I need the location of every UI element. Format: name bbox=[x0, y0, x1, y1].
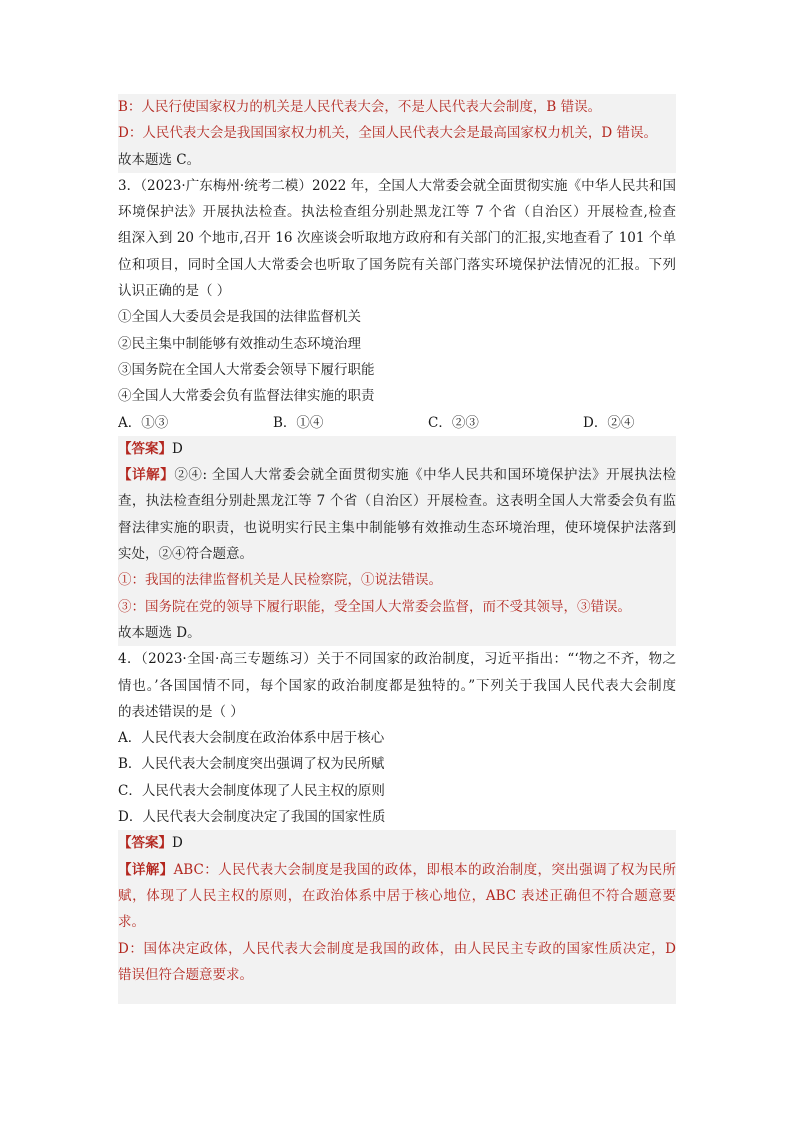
q3-detail-line-4: 实处，②④符合题意。 bbox=[118, 541, 676, 567]
q3-stem-line-1: 3．（2023·广东梅州·统考二模）2022 年，全国人大常委会就全面贯彻实施《中华人民共和国 bbox=[118, 177, 676, 194]
q3-detail-line-3: 督法律实施的职责，也说明实行民主集中制能够有效推动生态环境治理，使环境保护法落到 bbox=[118, 515, 676, 541]
q4-detail-label: 【详解】 bbox=[118, 861, 174, 878]
q3-option-b: B．①④ bbox=[273, 414, 324, 431]
q4-option-a: A．人民代表大会制度在政治体系中居于核心 bbox=[118, 730, 385, 747]
q3-statement-4: ④全国人大常委会负有监督法律实施的职责 bbox=[118, 388, 375, 405]
q3-statement-3: ③国务院在全国人大常委会领导下履行职能 bbox=[118, 361, 375, 378]
q3-answer bbox=[118, 436, 676, 462]
q3-statement-2: ②民主集中制能够有效推动生态环境治理 bbox=[118, 335, 361, 352]
q4-stem-line-3: 的表述错误的是（ ） bbox=[118, 703, 244, 720]
q3-detail-line-1 bbox=[118, 462, 676, 488]
q3-stem-line-4: 位和项目，同时全国人大常委会也听取了国务院有关部门落实环境保护法情况的汇报。下列 bbox=[118, 256, 676, 273]
q3-statement-1: ①全国人大委员会是我国的法律监督机关 bbox=[118, 309, 361, 326]
q3-answer-value: D bbox=[172, 440, 183, 457]
q3-stem-line-5: 认识正确的是（ ） bbox=[118, 283, 231, 300]
q2-option-d-analysis: D：人民代表大会是我国国家权力机关，全国人民代表大会是最高国家权力机关，D 错误。 bbox=[118, 120, 676, 146]
q3-option-c: C．②③ bbox=[428, 414, 479, 431]
q4-detail-text-1: ABC：人民代表大会制度是我国的政体，即根本的政治制度，突出强调了权为民所 bbox=[173, 861, 676, 878]
q4-detail-line-2: 赋，体现了人民主权的原则，在政治体系中居于核心地位，ABC 表述正确但不符合题意要 bbox=[118, 883, 676, 909]
q4-option-d: D．人民代表大会制度决定了我国的国家性质 bbox=[118, 809, 386, 826]
q4-stem-line-1: 4．（2023·全国·高三专题练习）关于不同国家的政治制度，习近平指出：“‘物之不齐，物之 bbox=[118, 651, 676, 668]
q3-detail-text-1: ②④: 全国人大常委会就全面贯彻实施《中华人民共和国环境保护法》开展执法检 bbox=[174, 467, 676, 484]
q4-detail-line-4: D：国体决定政体，人民代表大会制度是我国的政体，由人民民主专政的国家性质决定，D bbox=[118, 936, 676, 962]
q3-option-a: A．①③ bbox=[118, 414, 169, 431]
q4-option-c: C．人民代表大会制度体现了人民主权的原则 bbox=[118, 782, 385, 799]
q3-stem-line-3: 组深入到 20 个地市,召开 16 次座谈会听取地方政府和有关部门的汇报,实地查看了 101 个单 bbox=[118, 230, 676, 247]
q4-detail-line-3: 求。 bbox=[118, 909, 676, 935]
q3-answer-label: 【答案】 bbox=[118, 440, 172, 457]
q3-wrong-3: ③：国务院在党的领导下履行职能，受全国人大常委会监督，而不受其领导，③错误。 bbox=[118, 594, 676, 620]
q3-conclusion: 故本题选 D。 bbox=[118, 620, 676, 646]
q4-answer bbox=[118, 830, 676, 856]
q4-option-b: B．人民代表大会制度突出强调了权为民所赋 bbox=[118, 756, 385, 773]
q3-stem-line-2: 环境保护法》开展执法检查。执法检查组分别赴黑龙江等 7 个省（自治区）开展检查,检查 bbox=[118, 204, 676, 221]
q4-answer-label: 【答案】 bbox=[118, 835, 172, 852]
q3-option-d: D．②④ bbox=[583, 414, 635, 431]
q4-answer-value: D bbox=[172, 835, 183, 852]
q2-option-b-analysis: B：人民行使国家权力的机关是人民代表大会，不是人民代表大会制度，B 错误。 bbox=[118, 94, 676, 120]
q2-conclusion: 故本题选 C。 bbox=[118, 147, 676, 173]
q4-detail-line-5: 错误但符合题意要求。 bbox=[118, 962, 676, 988]
q4-detail-line-1 bbox=[118, 857, 676, 883]
page-content bbox=[118, 94, 676, 1004]
q4-detail-padding bbox=[118, 988, 676, 1004]
q3-detail-line-2: 查，执法检查组分别赴黑龙江等 7 个省（自治区）开展检查。这表明全国人大常委会负有监 bbox=[118, 488, 676, 514]
q3-options bbox=[118, 410, 676, 436]
q3-detail-label: 【详解】 bbox=[118, 467, 175, 484]
q3-wrong-1: ①：我国的法律监督机关是人民检察院，①说法错误。 bbox=[118, 567, 676, 593]
q4-stem-line-2: 情也。’各国国情不同，每个国家的政治制度都是独特的。”下列关于我国人民代表大会制度 bbox=[118, 677, 676, 694]
